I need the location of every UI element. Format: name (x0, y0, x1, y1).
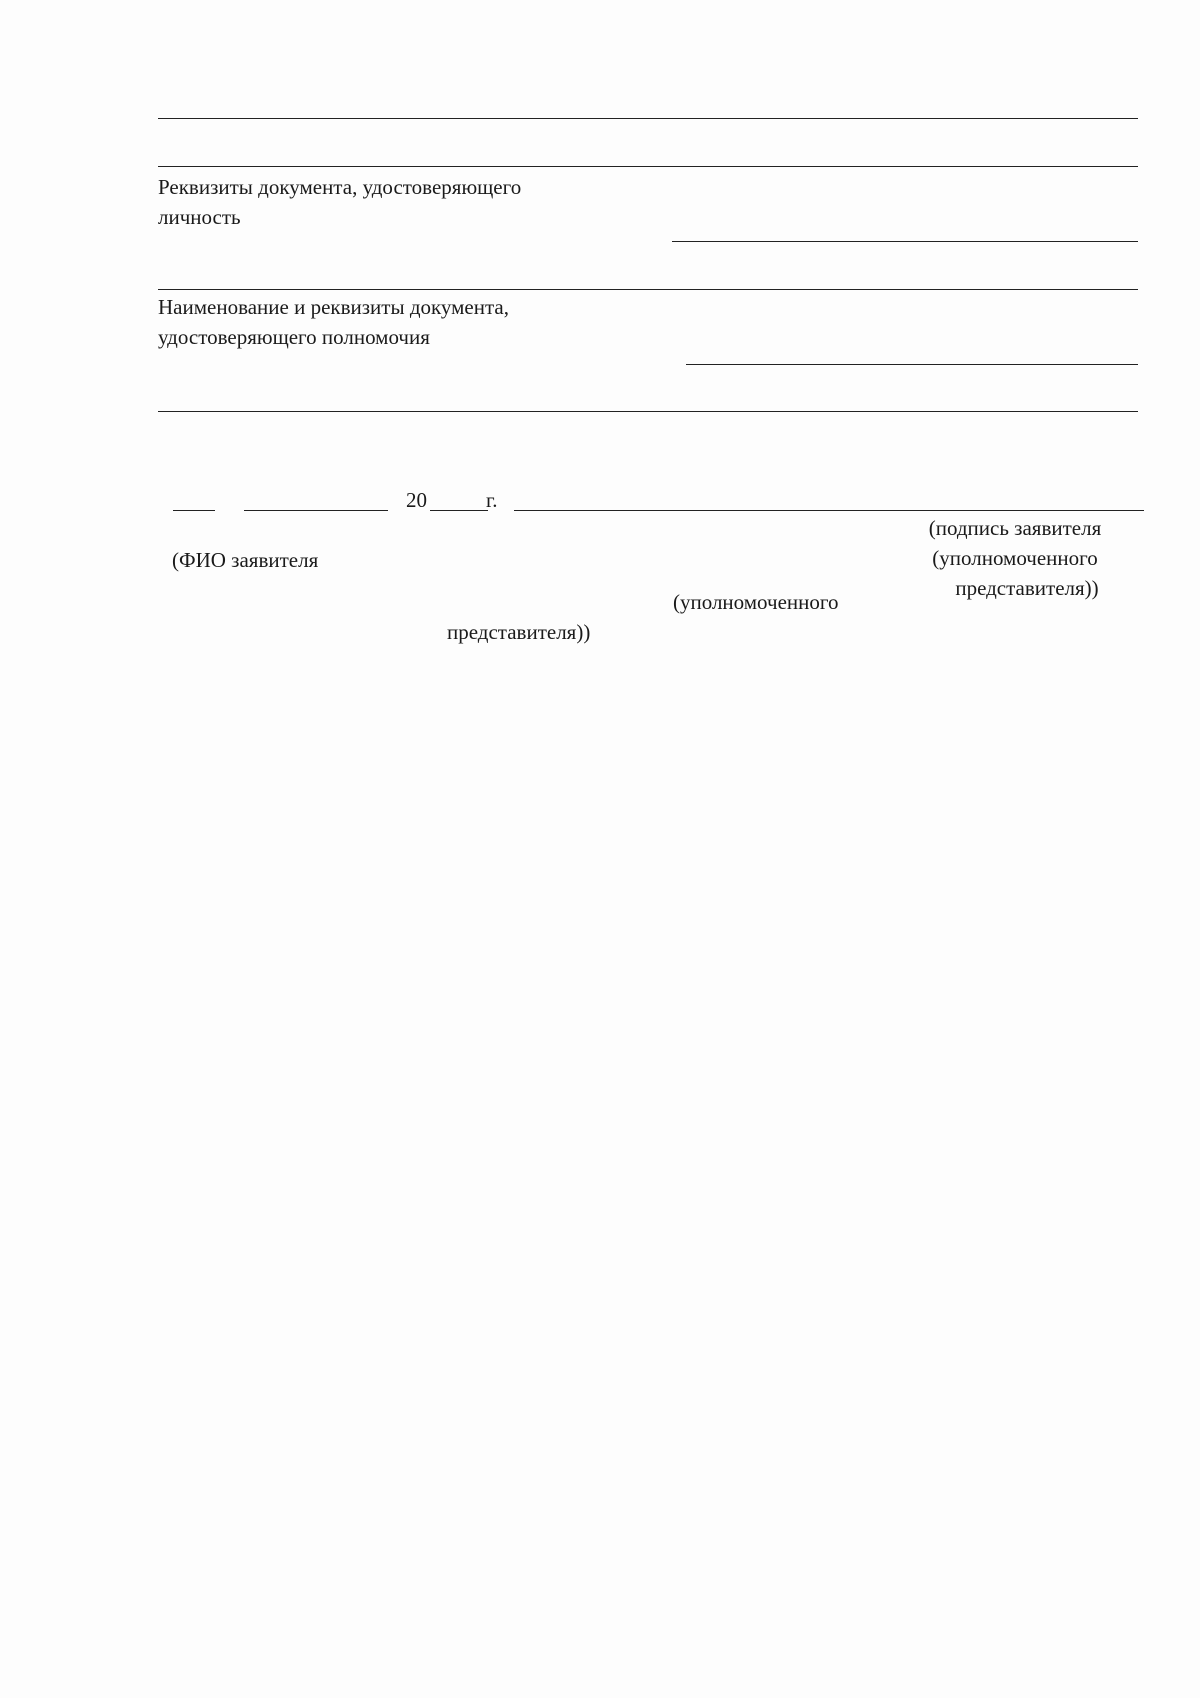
identity-document-continuation-line[interactable] (158, 289, 1138, 290)
day-blank-line[interactable] (173, 510, 215, 511)
applicant-name-caption-line2: (уполномоченного (673, 590, 839, 614)
identity-document-label-line1: Реквизиты документа, удостоверяющего (158, 175, 522, 199)
signature-caption-line3: представителя)) (955, 576, 1099, 600)
blank-line-1 (158, 118, 1138, 119)
year-suffix: г. (486, 488, 498, 512)
blank-line-2 (158, 166, 1138, 167)
year-blank-line[interactable] (430, 510, 488, 511)
authority-document-continuation-line[interactable] (158, 411, 1138, 412)
signature-caption-line2: (уполномоченного (932, 546, 1098, 570)
applicant-name-caption-line3: представителя)) (447, 620, 591, 644)
applicant-name-caption-line1: (ФИО заявителя (172, 548, 319, 572)
authority-document-label-line1: Наименование и реквизиты документа, (158, 295, 509, 319)
name-and-signature-line[interactable] (514, 510, 1144, 511)
authority-document-input-line[interactable] (686, 364, 1138, 365)
authority-document-label-line2: удостоверяющего полномочия (158, 325, 430, 349)
identity-document-label-line2: личность (158, 205, 241, 229)
identity-document-input-line[interactable] (672, 241, 1138, 242)
year-prefix: 20 (406, 488, 427, 512)
month-blank-line[interactable] (244, 510, 388, 511)
signature-caption-line1: (подпись заявителя (928, 516, 1102, 540)
